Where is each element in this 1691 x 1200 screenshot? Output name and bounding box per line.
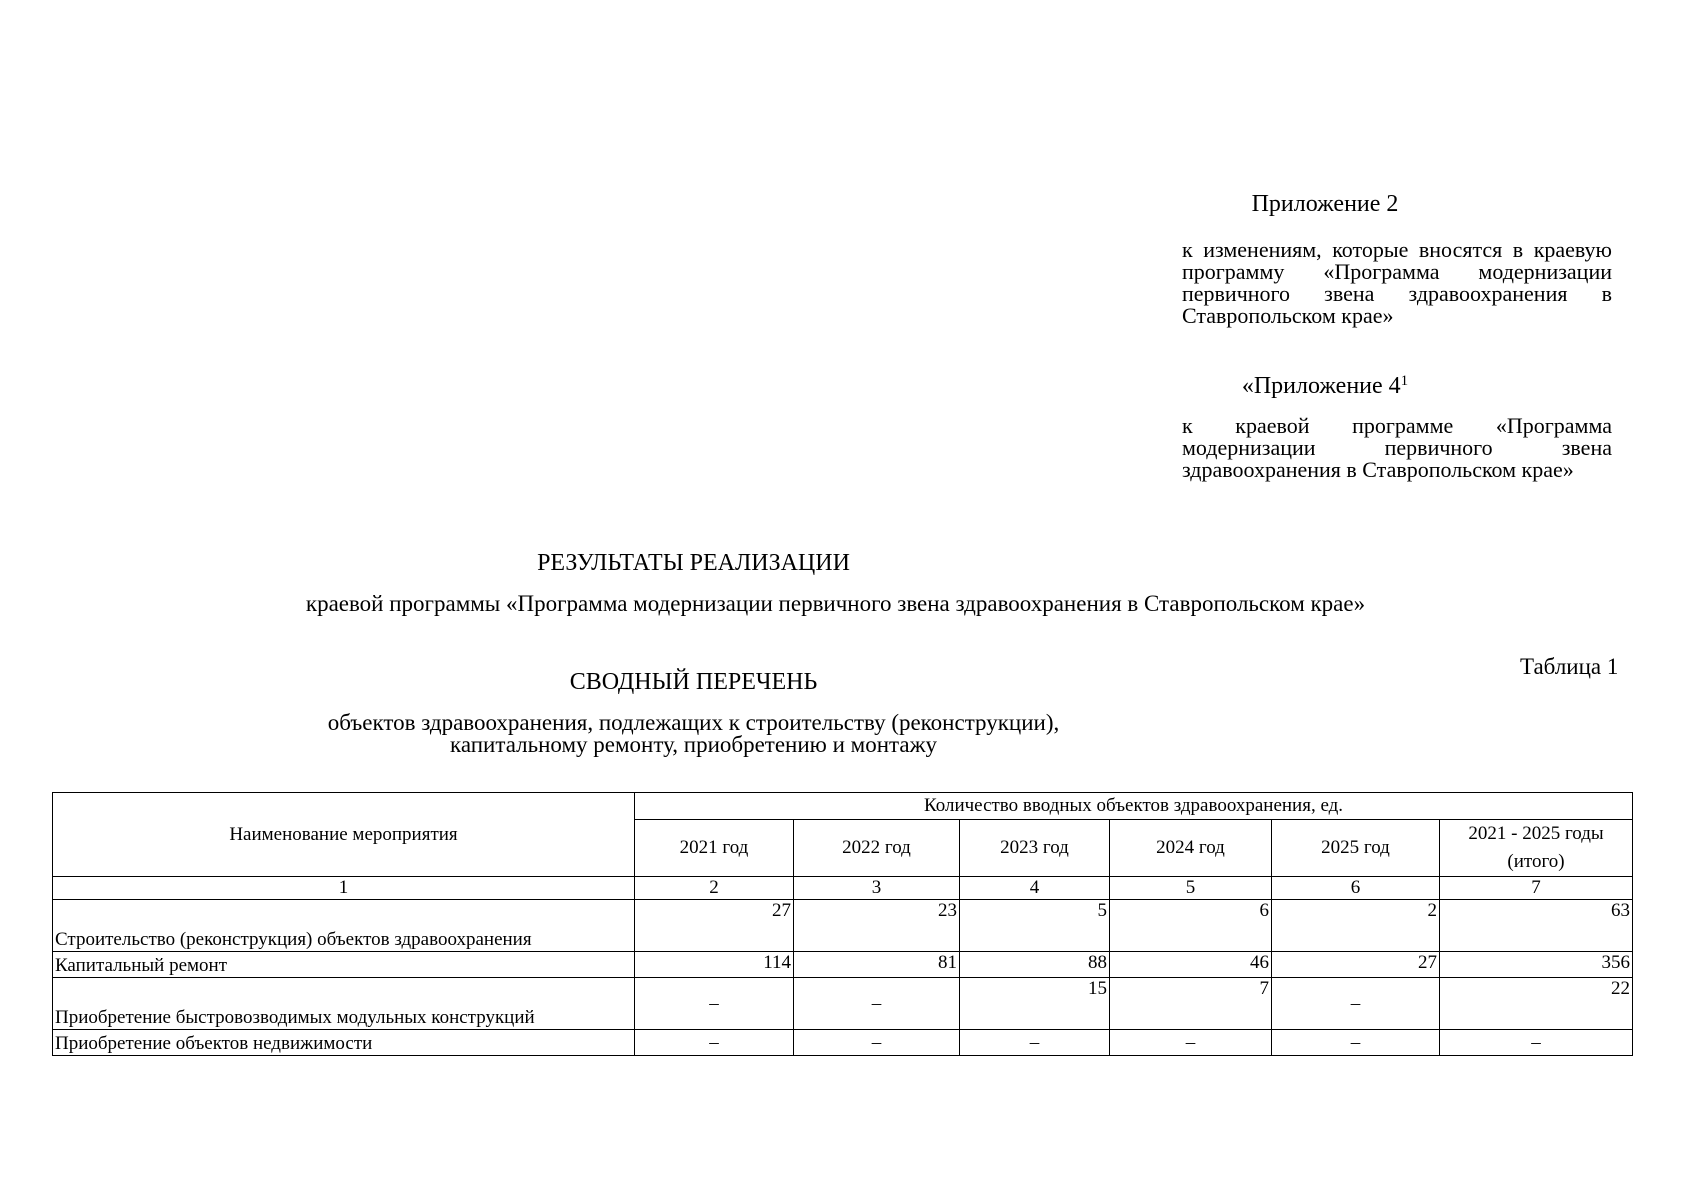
- row-value: 63: [1440, 900, 1633, 952]
- row-value: 356: [1440, 952, 1633, 978]
- appendix-description-secondary: к краевой программе «Программа модернизации первичного звена здравоохранения в Ставропольском крае»: [1182, 413, 1612, 482]
- summary-subtitle-line2: капитальному ремонту, приобретению и монтажу: [450, 732, 937, 757]
- appendix-description: к изменениям, которые вносятся в краевую программу «Программа модернизации первичного звена здравоохранения в Ставропольском крае»: [1182, 237, 1612, 328]
- column-number: 4: [960, 877, 1110, 900]
- row-value: 46: [1110, 952, 1272, 978]
- row-value: –: [794, 1030, 960, 1056]
- row-value: –: [635, 978, 794, 1030]
- column-number: 6: [1272, 877, 1440, 900]
- header-year-2022: 2022 год: [794, 820, 960, 877]
- summary-subtitle: [0, 712, 1539, 756]
- row-value: 6: [1110, 900, 1272, 952]
- row-value: 114: [635, 952, 794, 978]
- row-value: –: [635, 1030, 794, 1056]
- table-row: [53, 952, 1633, 978]
- summary-table: [52, 792, 1633, 1056]
- column-number: 5: [1110, 877, 1272, 900]
- column-number-row: [53, 877, 1633, 900]
- row-value: 7: [1110, 978, 1272, 1030]
- header-year-2025: 2025 год: [1272, 820, 1440, 877]
- appendix-title-secondary-sup: 1: [1400, 373, 1409, 389]
- row-value: –: [794, 978, 960, 1030]
- column-number: 1: [53, 877, 635, 900]
- appendix-title-secondary: [1180, 367, 1470, 400]
- results-subtitle: краевой программы «Программа модернизации первичного звена здравоохранения в Ставропольском крае»: [305, 591, 1366, 616]
- appendix-title-secondary-text: «Приложение 4: [1241, 373, 1401, 399]
- row-name: Приобретение объектов недвижимости: [53, 1030, 635, 1056]
- column-number: 3: [794, 877, 960, 900]
- header-name: Наименование мероприятия: [53, 793, 635, 877]
- header-total: 2021 - 2025 годы (итого): [1440, 820, 1633, 877]
- appendix-title: Приложение 2: [1251, 191, 1399, 217]
- row-value: –: [960, 1030, 1110, 1056]
- row-value: –: [1272, 978, 1440, 1030]
- row-name: Капитальный ремонт: [53, 952, 635, 978]
- header-year-2024: 2024 год: [1110, 820, 1272, 877]
- row-value: 27: [1272, 952, 1440, 978]
- summary-title: СВОДНЫЙ ПЕРЕЧЕНЬ: [569, 669, 818, 695]
- row-value: 2: [1272, 900, 1440, 952]
- row-value: 22: [1440, 978, 1633, 1030]
- results-title: РЕЗУЛЬТАТЫ РЕАЛИЗАЦИИ: [537, 550, 850, 576]
- header-group: Количество вводных объектов здравоохранения, ед.: [635, 793, 1633, 820]
- row-value: 88: [960, 952, 1110, 978]
- table-row: [53, 900, 1633, 952]
- row-value: 5: [960, 900, 1110, 952]
- row-value: –: [1272, 1030, 1440, 1056]
- table-number: Таблица 1: [1520, 654, 1619, 679]
- row-value: 15: [960, 978, 1110, 1030]
- row-value: –: [1440, 1030, 1633, 1056]
- header-year-2023: 2023 год: [960, 820, 1110, 877]
- column-number: 2: [635, 877, 794, 900]
- column-number: 7: [1440, 877, 1633, 900]
- header-year-2021: 2021 год: [635, 820, 794, 877]
- summary-subtitle-line1: объектов здравоохранения, подлежащих к строительству (реконструкции),: [327, 710, 1060, 735]
- row-value: 27: [635, 900, 794, 952]
- row-name: Строительство (реконструкция) объектов здравоохранения: [53, 900, 635, 952]
- row-value: 81: [794, 952, 960, 978]
- table-row: [53, 1030, 1633, 1056]
- row-value: –: [1110, 1030, 1272, 1056]
- row-name: Приобретение быстровозводимых модульных конструкций: [53, 978, 635, 1030]
- table-row: [53, 978, 1633, 1030]
- row-value: 23: [794, 900, 960, 952]
